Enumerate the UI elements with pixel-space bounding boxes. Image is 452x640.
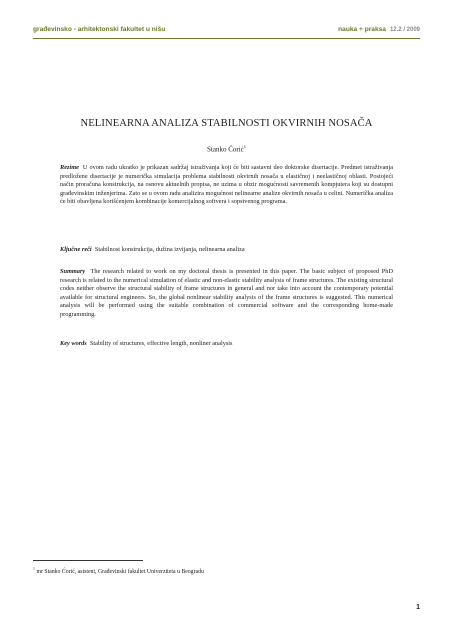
footnote-mark: 1	[33, 566, 35, 571]
kljucne-text: Stabilnost konstrukcija, dužina izvijanja, nelinearna analiza	[94, 246, 245, 253]
footnote-rule	[33, 560, 143, 561]
keywords-label: Key words	[60, 340, 87, 347]
paper-title: NELINEARNA ANALIZA STABILNOSTI OKVIRNIH NOSAČA	[80, 118, 373, 129]
rezime-label: Rezime	[60, 164, 79, 171]
summary-paragraph	[60, 268, 393, 319]
author-name: Stanko Ćorić	[207, 145, 244, 154]
rezime-text: U ovom radu ukratko je prikazan sadržaj istraživanja koji će biti sastavni deo doktorske disertacije. Predmet istraživanja predložene disertacije je numerička simulacija problema stabilnosti okvirnih nosača u elastičnoj i neelastičnoj oblasti. Postojeći način proračuna konstrukcija, na osnovu aktuelnih propisa, ne uzima u obzir mogućnosti savremenih kompjutera koji su dostupni građevinskim inženjerima. Zato se u ovom radu analizira mogućnost nelinearne analize okvirnih nosača u celini. Numerička analiza će biti obavljena korišćenjem kombinacije komercijalnog softvera i sopstvenog programa.	[60, 164, 393, 205]
summary-label: Summary	[60, 268, 86, 275]
header-journal-name: nauka + praksa	[338, 26, 386, 33]
footnote-text: mr Stanko Ćorić, asistent, Građevinski fakultet Univerziteta u Beogradu	[36, 568, 204, 575]
rezime-paragraph	[60, 164, 393, 207]
keywords-text: Stability of structures, effective length, nonliner analysis	[89, 340, 233, 347]
header-issue: 12.2 / 2009	[389, 27, 420, 33]
running-header	[33, 24, 420, 38]
page-number: 1	[416, 604, 420, 611]
summary-text: The research related to work on my doctoral thesis is presented in this paper. The basic subject of proposed PhD research is related to the numerical simulation of elastic and non-elastic stability analysis of frame structures. The existing structural codes neither observe the structural stability of frame structures in general and nor take into account the contemporary potential available for structural engineers. So, the global nonlinear stability analysis of the frame structures is suggested. This numerical analysis will be performed using the suitable combination of commercial software and the corresponding home-made programming.	[60, 268, 393, 318]
header-rule	[33, 38, 420, 39]
keywords-paragraph	[60, 340, 393, 349]
author-line	[33, 144, 420, 153]
kljucne-paragraph	[60, 246, 393, 255]
header-faculty: građevinsko - arhitektonski fakultet u nišu	[33, 26, 166, 33]
kljucne-label: Ključne reči	[60, 246, 92, 253]
author-footnote-mark: 1	[243, 144, 246, 149]
header-journal	[338, 26, 420, 33]
footnote	[33, 566, 420, 575]
